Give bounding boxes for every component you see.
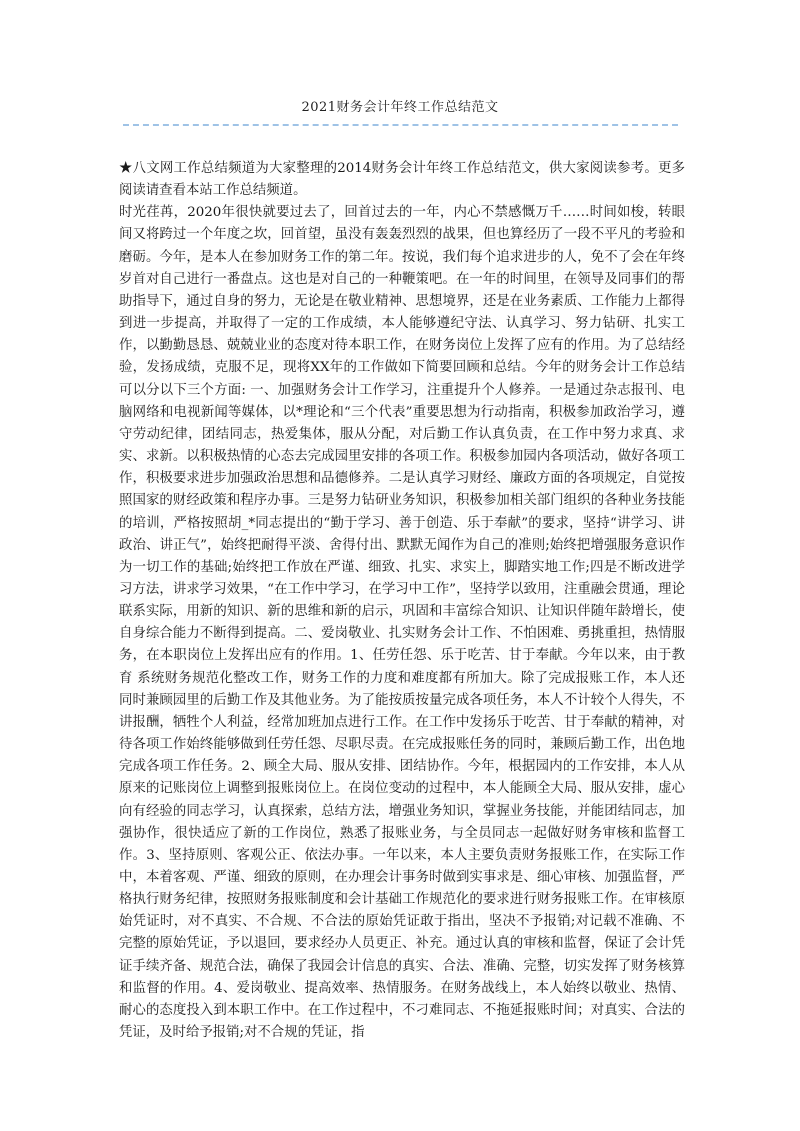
document-body [119, 158, 685, 1044]
document-title: 2021财务会计年终工作总结范文 [301, 100, 499, 115]
intro-paragraph: ★八文网工作总结频道为大家整理的2014财务会计年终工作总结范文，供大家阅读参考。更多阅读请查看本站工作总结频道。 [119, 161, 685, 199]
title-divider [123, 124, 678, 126]
main-paragraph: 时光荏苒，2020年很快就要过去了，回首过去的一年，内心不禁感慨万千……时间如梭，转眼间又将跨过一个年度之坎，回首望，虽没有轰轰烈烈的战果，但也算经历了一段不平凡的考验和磨砺。今年，是本人在参加财务工作的第二年。按说，我们每个追求进步的人，免不了会在年终岁首对自己进行一番盘点。这也是对自己的一种鞭策吧。在一年的时间里，在领导及同事们的帮助指导下，通过自身的努力，无论是在敬业精神、思想境界，还是在业务素质、工作能力上都得到进一步提高，并取得了一定的工作成绩，本人能够遵纪守法、认真学习、努力钻研、扎实工作，以勤勤恳恳、兢兢业业的态度对待本职工作，在财务岗位上发挥了应有的作用。为了总结经验，发扬成绩，克服不足，现将XX年的工作做如下简要回顾和总结。今年的财务会计工作总结可以分以下三个方面: 一、加强财务会计工作学习，注重提升个人修养。一是通过杂志报刊、电脑网络和电视新闻等媒体，以*理论和“三个代表”重要思想为行动指南，积极参加政治学习，遵守劳动纪律，团结同志，热爱集体，服从分配，对后勤工作认真负责，在工作中努力求真、求实、求新。以积极热情的心态去完成园里安排的各项工作。积极参加园内各项活动，做好各项工作，积极要求进步加强政治思想和品德修养。二是认真学习财经、廉政方面的各项规定，自觉按照国家的财经政策和程序办事。三是努力钻研业务知识，积极参加相关部门组织的各种业务技能的培训，严格按照胡_*同志提出的“勤于学习、善于创造、乐于奉献”的要求，坚持“讲学习、讲政治、讲正气”，始终把耐得平淡、舍得付出、默默无闻作为自己的准则;始终把增强服务意识作为一切工作的基础;始终把工作放在严谨、细致、扎实、求实上，脚踏实地工作;四是不断改进学习方法，讲求学习效果，“在工作中学习，在学习中工作”，坚持学以致用，注重融会贯通，理论联系实际，用新的知识、新的思维和新的启示，巩固和丰富综合知识、让知识伴随年龄增长，使自身综合能力不断得到提高。二、爱岗敬业、扎实财务会计工作、不怕困难、勇挑重担，热情服务，在本职岗位上发挥出应有的作用。1、任劳任怨、乐于吃苦、甘于奉献。今年以来，由于教育 系统财务规范化整改工作，财务工作的力度和难度都有所加大。除了完成报账工作，本人还同时兼顾园里的后勤工作及其他业务。为了能按质按量完成各项任务，本人不计较个人得失，不讲报酬，牺牲个人利益，经常加班加点进行工作。在工作中发扬乐于吃苦、甘于奉献的精神，对待各项工作始终能够做到任劳任怨、尽职尽责。在完成报账任务的同时，兼顾后勤工作，出色地完成各项工作任务。2、顾全大局、服从安排、团结协作。今年，根据园内的工作安排，本人从原来的记账岗位上调整到报账岗位上。在岗位变动的过程中，本人能顾全大局、服从安排，虚心向有经验的同志学习，认真探索，总结方法，增强业务知识，掌握业务技能，并能团结同志，加强协作，很快适应了新的工作岗位，熟悉了报账业务，与全员同志一起做好财务审核和监督工作。3、坚持原则、客观公正、依法办事。一年以来，本人主要负责财务报账工作，在实际工作中，本着客观、严谨、细致的原则，在办理会计事务时做到实事求是、细心审核、加强监督，严格执行财务纪律，按照财务报账制度和会计基础工作规范化的要求进行财务报账工作。在审核原始凭证时，对不真实、不合规、不合法的原始凭证敢于指出，坚决不予报销;对记载不准确、不完整的原始凭证，予以退回，要求经办人员更正、补充。通过认真的审核和监督，保证了会计凭证手续齐备、规范合法，确保了我园会计信息的真实、合法、准确、完整，切实发挥了财务核算和监督的作用。4、爱岗敬业、提高效率、热情服务。在财务战线上，本人始终以敬业、热情、耐心的态度投入到本职工作中。在工作过程中，不刁难同志、不拖延报账时间；对真实、合法的凭证，及时给予报销;对不合规的凭证，指 [119, 205, 685, 1041]
